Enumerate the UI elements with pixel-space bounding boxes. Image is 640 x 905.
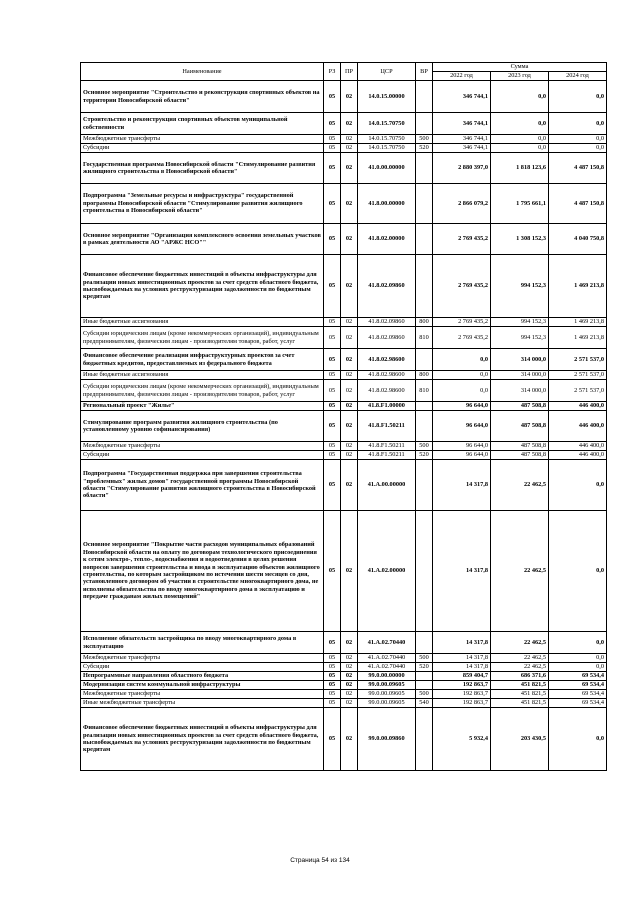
table-row [81,708,607,771]
cell-vr: 810 [416,380,433,402]
cell-2022: 0,0 [433,371,491,380]
cell-rz: 05 [324,442,341,451]
cell-2024: 0,0 [549,135,607,144]
cell-vr [416,349,433,371]
cell-2022: 192 863,7 [433,690,491,699]
cell-rz: 05 [324,681,341,690]
table-row [81,460,607,511]
cell-2024: 0,0 [549,144,607,153]
cell-rz: 05 [324,451,341,460]
cell-pr: 02 [341,144,358,153]
cell-vr [416,184,433,224]
cell-2024: 2 571 537,0 [549,349,607,371]
table-row [81,411,607,442]
cell-csr: 41.8.02.00000 [358,224,416,255]
cell-2024: 0,0 [549,708,607,771]
cell-2023: 22 462,5 [491,663,549,672]
cell-vr [416,411,433,442]
table-row [81,135,607,144]
cell-pr: 02 [341,135,358,144]
cell-name: Основное мероприятие "Строительство и реконструкция спортивных объектов на территории Новосибирской области" [81,81,324,113]
cell-rz: 05 [324,224,341,255]
cell-pr: 02 [341,672,358,681]
cell-2022: 2 769 435,2 [433,224,491,255]
cell-pr: 02 [341,632,358,654]
table-row [81,632,607,654]
cell-2023: 1 818 123,6 [491,153,549,184]
cell-name: Субсидии юридическим лицам (кроме некоммерческих организаций), индивидуальным предпринимателям, физическим лицам - производителям товаров, работ, услуг [81,380,324,402]
cell-2023: 22 462,5 [491,654,549,663]
cell-pr: 02 [341,699,358,708]
cell-2024: 69 534,4 [549,681,607,690]
cell-name: Подпрограмма "Государственная поддержка при завершении строительства "проблемных" жилых домов" государственной программы Новосибирской области "Стимулирование развития жилищного строительства в Новосибирской области" [81,460,324,511]
cell-csr: 41.A.02.00000 [358,511,416,632]
cell-csr: 41.0.00.00000 [358,153,416,184]
cell-pr: 02 [341,349,358,371]
cell-2022: 2 866 079,2 [433,184,491,224]
table-row [81,402,607,411]
header-rz: РЗ [324,63,341,81]
cell-2022: 96 644,0 [433,451,491,460]
cell-2022: 192 863,7 [433,681,491,690]
cell-vr [416,511,433,632]
cell-csr: 41.8.F1.50211 [358,451,416,460]
cell-name: Финансовое обеспечение бюджетных инвестиций в объекты инфраструктуры для реализации новых инвестиционных проектов за счет средств областного бюджета, высвобождаемых на условиях реструктуризации задолженности по бюджетным кредитам [81,708,324,771]
cell-pr: 02 [341,442,358,451]
cell-csr: 99.0.00.09605 [358,690,416,699]
cell-name: Иные бюджетные ассигнования [81,318,324,327]
cell-csr: 41.8.02.98600 [358,371,416,380]
cell-rz: 05 [324,690,341,699]
cell-vr: 520 [416,663,433,672]
cell-vr: 520 [416,451,433,460]
cell-csr: 41.8.02.09860 [358,255,416,318]
cell-csr: 14.0.15.70750 [358,135,416,144]
table-row [81,349,607,371]
cell-rz: 05 [324,81,341,113]
cell-vr: 810 [416,327,433,349]
cell-vr: 800 [416,371,433,380]
cell-2023: 487 508,8 [491,451,549,460]
cell-2022: 2 769 435,2 [433,327,491,349]
cell-csr: 99.0.00.09860 [358,708,416,771]
cell-csr: 41.A.02.70440 [358,663,416,672]
cell-2024: 0,0 [549,511,607,632]
table-row [81,690,607,699]
cell-pr: 02 [341,411,358,442]
cell-vr [416,672,433,681]
cell-2022: 859 404,7 [433,672,491,681]
cell-rz: 05 [324,511,341,632]
cell-vr [416,632,433,654]
header-2024: 2024 год [549,72,607,81]
cell-2023: 314 000,0 [491,380,549,402]
cell-2022: 5 932,4 [433,708,491,771]
cell-rz: 05 [324,113,341,135]
cell-2022: 14 317,8 [433,632,491,654]
cell-pr: 02 [341,327,358,349]
cell-name: Основное мероприятие "Покрытие части расходов муниципальных образований Новосибирской области на оплату по договорам технологического присоединения к сетям электро-, тепло-, водоснабжения и водоотведения в целях решения вопросов завершения строительства и ввода в эксплуатацию объектов жилищного строительства, по которым застройщиком по истечении шести месяцев со дня, установленного договором об участии в строительстве многоквартирного дома, не исполнены обязательства по вводу многоквартирного дома в эксплуатацию и передаче гражданам жилых помещений" [81,511,324,632]
cell-pr: 02 [341,708,358,771]
table-row [81,318,607,327]
cell-pr: 02 [341,681,358,690]
cell-vr: 500 [416,135,433,144]
cell-rz: 05 [324,255,341,318]
cell-rz: 05 [324,318,341,327]
cell-2022: 14 317,8 [433,663,491,672]
cell-2024: 1 469 213,8 [549,318,607,327]
cell-csr: 14.0.15.00000 [358,81,416,113]
cell-vr: 540 [416,699,433,708]
cell-vr: 800 [416,318,433,327]
cell-rz: 05 [324,135,341,144]
cell-2022: 96 644,0 [433,402,491,411]
cell-csr: 41.8.F1.50211 [358,442,416,451]
table-row [81,153,607,184]
cell-csr: 99.0.00.09605 [358,699,416,708]
cell-2022: 346 744,1 [433,135,491,144]
cell-vr [416,255,433,318]
table-row [81,255,607,318]
cell-csr: 41.A.00.00000 [358,460,416,511]
cell-pr: 02 [341,81,358,113]
cell-name: Основное мероприятие "Организация комплексного освоения земельных участков в рамках деятельности АО "АРЖС НСО"" [81,224,324,255]
table-row [81,380,607,402]
cell-name: Модернизация систем коммунальной инфраструктуры [81,681,324,690]
cell-rz: 05 [324,708,341,771]
cell-rz: 05 [324,349,341,371]
cell-2022: 192 863,7 [433,699,491,708]
cell-name: Субсидии [81,451,324,460]
cell-2024: 2 571 537,0 [549,371,607,380]
cell-2023: 1 308 152,3 [491,224,549,255]
page-number: Страница 54 из 134 [290,857,350,864]
cell-csr: 41.8.F1.50211 [358,411,416,442]
budget-table [80,62,607,771]
cell-csr: 41.8.02.09860 [358,318,416,327]
cell-2023: 487 508,8 [491,411,549,442]
cell-vr [416,153,433,184]
table-row [81,451,607,460]
cell-vr [416,460,433,511]
header-2022: 2022 год [433,72,491,81]
cell-name: Финансовое обеспечение реализации инфраструктурных проектов за счет бюджетных кредитов, предоставляемых из федерального бюджета [81,349,324,371]
cell-csr: 41.8.02.98600 [358,349,416,371]
header-csr: ЦСР [358,63,416,81]
cell-2022: 346 744,1 [433,144,491,153]
cell-2024: 0,0 [549,654,607,663]
table-row [81,442,607,451]
cell-2023: 0,0 [491,135,549,144]
cell-2024: 69 534,4 [549,672,607,681]
cell-pr: 02 [341,371,358,380]
cell-2024: 446 400,0 [549,411,607,442]
table-row [81,184,607,224]
cell-name: Исполнение обязательств застройщика по вводу многоквартирного дома в эксплуатацию [81,632,324,654]
cell-name: Региональный проект "Жилье" [81,402,324,411]
cell-2023: 314 000,0 [491,371,549,380]
cell-rz: 05 [324,411,341,442]
table-row [81,672,607,681]
table-row [81,681,607,690]
cell-vr: 500 [416,654,433,663]
cell-vr [416,402,433,411]
cell-pr: 02 [341,451,358,460]
cell-vr: 500 [416,442,433,451]
table-row [81,511,607,632]
cell-rz: 05 [324,654,341,663]
cell-vr: 500 [416,690,433,699]
cell-2024: 69 534,4 [549,690,607,699]
cell-pr: 02 [341,113,358,135]
cell-rz: 05 [324,153,341,184]
cell-2024: 4 040 750,8 [549,224,607,255]
cell-2023: 451 821,5 [491,681,549,690]
cell-2023: 994 152,3 [491,327,549,349]
table-row [81,224,607,255]
cell-2023: 22 462,5 [491,460,549,511]
cell-pr: 02 [341,153,358,184]
cell-2024: 4 487 150,8 [549,153,607,184]
cell-pr: 02 [341,654,358,663]
cell-csr: 41.8.02.09860 [358,327,416,349]
cell-rz: 05 [324,663,341,672]
cell-name: Субсидии [81,663,324,672]
cell-rz: 05 [324,672,341,681]
budget-table-container [80,62,606,771]
cell-2022: 2 880 397,0 [433,153,491,184]
cell-csr: 41.8.F1.00000 [358,402,416,411]
cell-2024: 446 400,0 [549,442,607,451]
cell-name: Государственная программа Новосибирской области "Стимулирование развития жилищного строительства в Новосибирской области" [81,153,324,184]
cell-name: Межбюджетные трансферты [81,135,324,144]
header-2023: 2023 год [491,72,549,81]
cell-2023: 487 508,8 [491,402,549,411]
cell-2022: 14 317,8 [433,460,491,511]
table-row [81,699,607,708]
cell-name: Подпрограмма "Земельные ресурсы и инфраструктура" государственной программы Новосибирской области "Стимулирование развития жилищного строительства в Новосибирской области" [81,184,324,224]
cell-2023: 22 462,5 [491,511,549,632]
cell-pr: 02 [341,690,358,699]
cell-2024: 0,0 [549,663,607,672]
cell-name: Финансовое обеспечение бюджетных инвестиций в объекты инфраструктуры для реализации новых инвестиционных проектов за счет средств областного бюджета, высвобождаемых на условиях реструктуризации задолженности по бюджетным кредитам [81,255,324,318]
cell-name: Непрограммные направления областного бюджета [81,672,324,681]
cell-2023: 451 821,5 [491,690,549,699]
cell-2023: 994 152,3 [491,255,549,318]
cell-2024: 0,0 [549,81,607,113]
cell-rz: 05 [324,632,341,654]
cell-2022: 0,0 [433,380,491,402]
cell-name: Стимулирование программ развития жилищного строительства (по установленному уровню софинансирования) [81,411,324,442]
cell-pr: 02 [341,402,358,411]
cell-2023: 0,0 [491,144,549,153]
cell-2024: 1 469 213,8 [549,327,607,349]
cell-name: Субсидии [81,144,324,153]
cell-2024: 0,0 [549,113,607,135]
cell-vr [416,681,433,690]
cell-2024: 0,0 [549,460,607,511]
cell-name: Иные межбюджетные трансферты [81,699,324,708]
cell-2023: 22 462,5 [491,632,549,654]
cell-2023: 314 000,0 [491,349,549,371]
cell-2024: 446 400,0 [549,402,607,411]
cell-rz: 05 [324,327,341,349]
table-row [81,81,607,113]
cell-2022: 0,0 [433,349,491,371]
cell-2023: 0,0 [491,81,549,113]
cell-pr: 02 [341,318,358,327]
cell-pr: 02 [341,184,358,224]
cell-2023: 994 152,3 [491,318,549,327]
cell-2022: 2 769 435,2 [433,255,491,318]
cell-csr: 41.8.00.00000 [358,184,416,224]
cell-pr: 02 [341,663,358,672]
table-row [81,327,607,349]
table-row [81,663,607,672]
header-sum: Сумма [433,63,607,72]
cell-name: Межбюджетные трансферты [81,442,324,451]
cell-rz: 05 [324,184,341,224]
cell-2023: 451 821,5 [491,699,549,708]
table-row [81,144,607,153]
cell-rz: 05 [324,699,341,708]
cell-pr: 02 [341,380,358,402]
cell-vr [416,224,433,255]
cell-2024: 0,0 [549,632,607,654]
cell-pr: 02 [341,511,358,632]
cell-2024: 1 469 213,8 [549,255,607,318]
cell-2023: 0,0 [491,113,549,135]
cell-name: Межбюджетные трансферты [81,654,324,663]
cell-name: Иные бюджетные ассигнования [81,371,324,380]
cell-rz: 05 [324,371,341,380]
cell-2023: 203 430,5 [491,708,549,771]
cell-pr: 02 [341,224,358,255]
table-row [81,654,607,663]
cell-csr: 41.8.02.98600 [358,380,416,402]
cell-vr: 520 [416,144,433,153]
header-vr: ВР [416,63,433,81]
cell-2022: 96 644,0 [433,411,491,442]
cell-2022: 14 317,8 [433,511,491,632]
cell-pr: 02 [341,460,358,511]
cell-vr [416,708,433,771]
table-row [81,113,607,135]
cell-2024: 2 571 537,0 [549,380,607,402]
cell-csr: 41.A.02.70440 [358,632,416,654]
header-pr: ПР [341,63,358,81]
cell-2023: 487 508,8 [491,442,549,451]
cell-csr: 99.0.00.00000 [358,672,416,681]
cell-csr: 99.0.00.09605 [358,681,416,690]
cell-csr: 14.0.15.70750 [358,144,416,153]
cell-rz: 05 [324,402,341,411]
cell-vr [416,113,433,135]
cell-2024: 69 534,4 [549,699,607,708]
cell-2024: 446 400,0 [549,451,607,460]
cell-2024: 4 487 150,8 [549,184,607,224]
cell-csr: 41.A.02.70440 [358,654,416,663]
cell-rz: 05 [324,380,341,402]
cell-name: Строительство и реконструкция спортивных объектов муниципальной собственности [81,113,324,135]
cell-rz: 05 [324,144,341,153]
table-row [81,371,607,380]
cell-rz: 05 [324,460,341,511]
cell-2022: 2 769 435,2 [433,318,491,327]
cell-2023: 1 795 661,1 [491,184,549,224]
header-name: Наименование [81,63,324,81]
cell-pr: 02 [341,255,358,318]
cell-csr: 14.0.15.70750 [358,113,416,135]
cell-vr [416,81,433,113]
cell-name: Межбюджетные трансферты [81,690,324,699]
cell-name: Субсидии юридическим лицам (кроме некоммерческих организаций), индивидуальным предпринимателям, физическим лицам - производителям товаров, работ, услуг [81,327,324,349]
cell-2022: 346 744,1 [433,113,491,135]
cell-2022: 14 317,8 [433,654,491,663]
cell-2023: 686 371,6 [491,672,549,681]
budget-table-body [81,81,607,771]
cell-2022: 96 644,0 [433,442,491,451]
cell-2022: 346 744,1 [433,81,491,113]
